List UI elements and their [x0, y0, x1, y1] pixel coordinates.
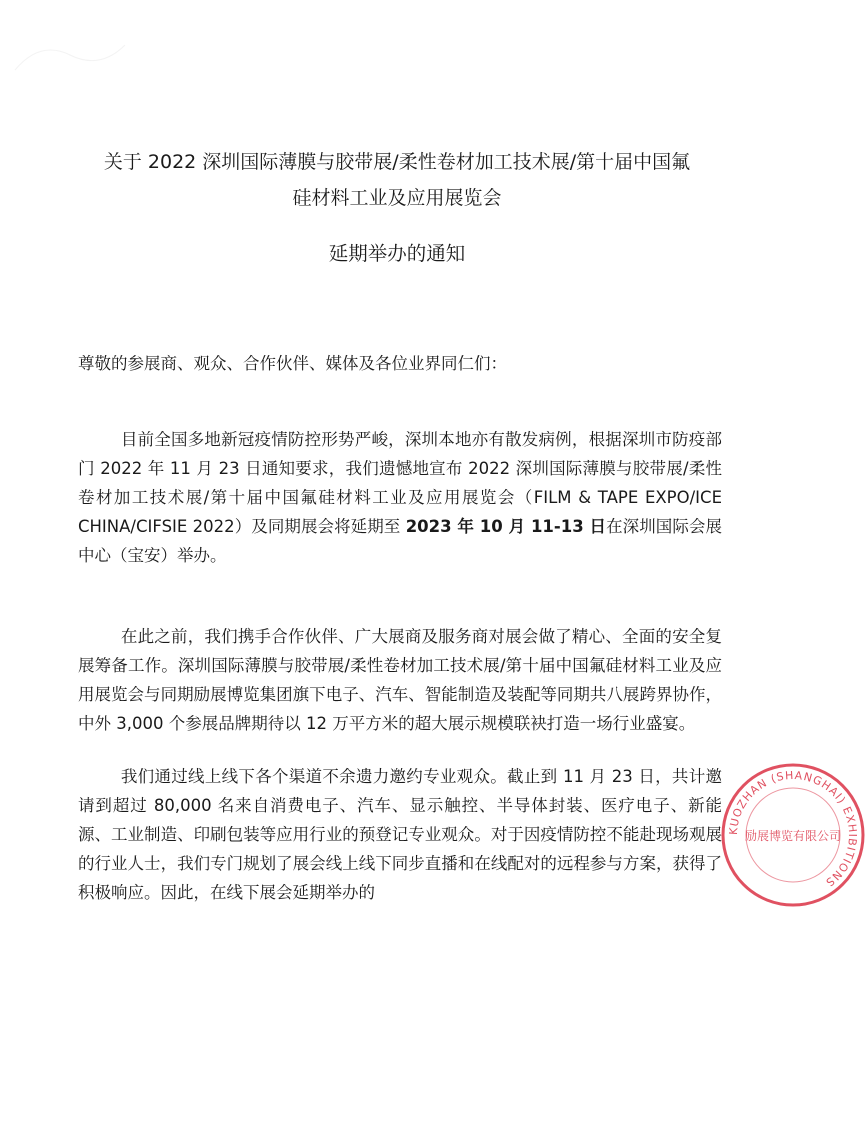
seal-inner-text: 励展博览有限公司 [744, 829, 842, 843]
title-line-2: 硅材料工业及应用展览会 [292, 187, 502, 209]
salutation: 尊敬的参展商、观众、合作伙伴、媒体及各位业界同仁们： [78, 354, 507, 373]
scan-artifact [10, 30, 130, 90]
company-seal-stamp [718, 760, 868, 910]
paragraph-1-text: 目前全国多地新冠疫情防控形势严峻，深圳本地亦有散发病例，根据深圳市防疫部门 2022 年 11 月 23 日通知要求，我们遗憾地宣布 2022 深圳国际薄膜与胶带展/柔性卷材加工技术展/第十届中国氟硅材料工业及应用展览会（FILM & TAPE EXPO/ICE CHINA/CIFSIE 2022）及同期展会将延期至 [78, 430, 722, 536]
seal-ring-text: KUOZHAN (SHANGHAI) EXHIBITIONS [726, 768, 860, 890]
title-line-1: 关于 2022 深圳国际薄膜与胶带展/柔性卷材加工技术展/第十届中国氟 [103, 151, 691, 173]
paragraph-1 [78, 425, 722, 570]
paragraph-1-tail: 在深圳国际会展中心（宝安）举办。 [78, 517, 722, 565]
postponed-date: 2023 年 10 月 11-13 日 [405, 517, 607, 536]
paragraph-3: 我们通过线上线下各个渠道不余遗力邀约专业观众。截止到 11 月 23 日，共计邀请到超过 80,000 名来自消费电子、汽车、显示触控、半导体封装、医疗电子、新能源、工业制造、印刷包装等应用行业的预登记专业观众。对于因疫情防控不能赴现场观展的行业人士，我们专门规划了展会线上线下同步直播和在线配对的远程参与方案，获得了积极响应。因此，在线下展会延期举办的 [78, 767, 722, 902]
notice-subtitle: 延期举办的通知 [328, 242, 466, 265]
paragraph-2: 在此之前，我们携手合作伙伴、广大展商及服务商对展会做了精心、全面的安全复展筹备工作。深圳国际薄膜与胶带展/柔性卷材加工技术展/第十届中国氟硅材料工业及应用展览会与同期励展博览集团旗下电子、汽车、智能制造及装配等同期共八展跨界协作，中外 3,000 个参展品牌期待以 12 万平方米的超大展示规模联袂打造一场行业盛宴。 [78, 627, 722, 733]
